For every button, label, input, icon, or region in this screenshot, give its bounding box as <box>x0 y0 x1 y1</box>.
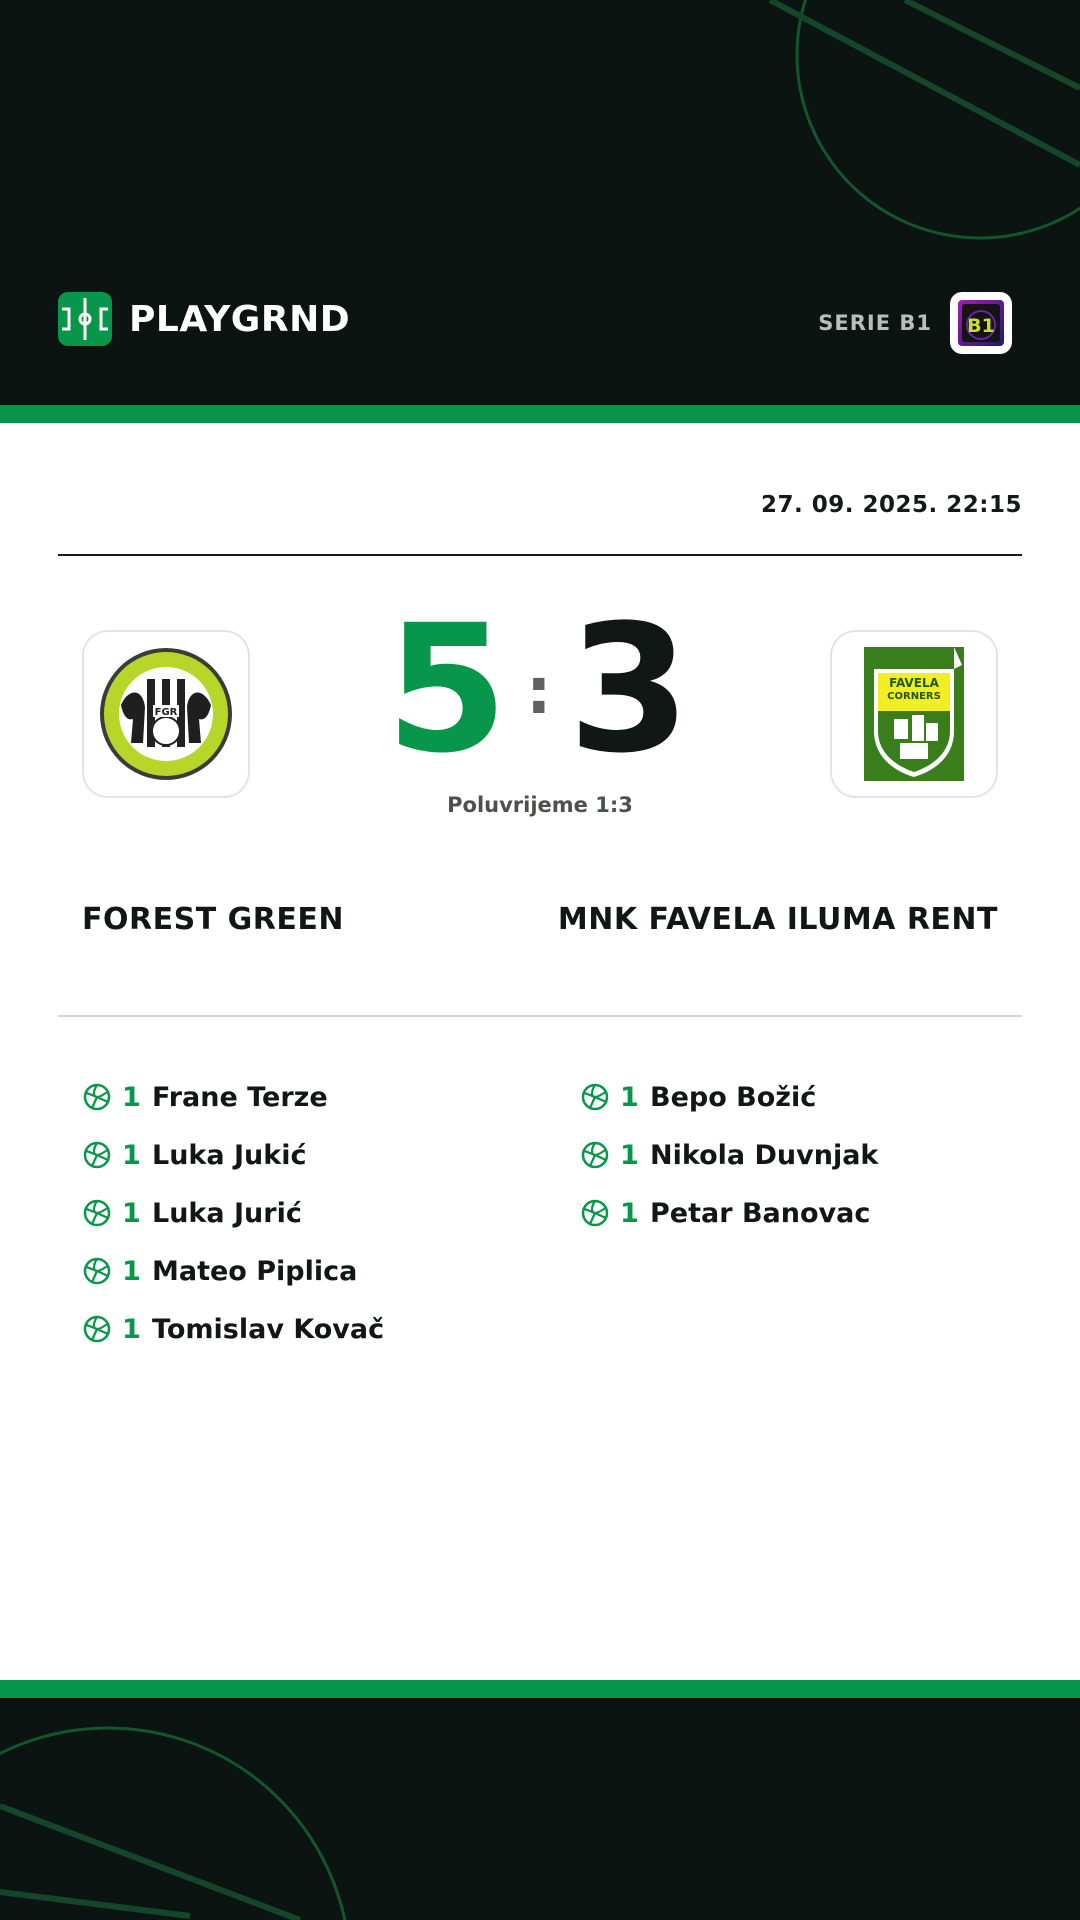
goal-count: 1 <box>620 1081 639 1113</box>
header-stripe <box>0 405 1080 423</box>
soccer-ball-icon <box>82 1198 112 1228</box>
player-name: Luka Jukić <box>152 1139 307 1171</box>
league-badge <box>950 292 1012 354</box>
scorer-row <box>82 1242 502 1300</box>
soccer-ball-icon <box>82 1140 112 1170</box>
soccer-ball-icon <box>580 1082 610 1112</box>
soccer-ball-icon <box>580 1140 610 1170</box>
home-score: 5 <box>385 587 508 792</box>
scorer-row <box>82 1184 502 1242</box>
player-name: Frane Terze <box>152 1081 328 1113</box>
soccer-ball-icon <box>580 1198 610 1228</box>
away-score: 3 <box>568 587 691 792</box>
soccer-ball-icon <box>82 1082 112 1112</box>
brand <box>58 292 350 346</box>
away-scorers-list <box>580 1068 1000 1242</box>
goal-count: 1 <box>122 1313 141 1345</box>
forest-green-crest-icon <box>99 647 233 781</box>
scorer-row <box>580 1184 1000 1242</box>
away-logo-text-1: FAVELA <box>889 676 939 690</box>
player-name: Bepo Božić <box>650 1081 817 1113</box>
away-logo-text-2: CORNERS <box>887 691 941 702</box>
score-separator: : <box>526 655 552 729</box>
league-name: SERIE B1 <box>818 311 932 335</box>
soccer-ball-icon <box>82 1256 112 1286</box>
scoreline <box>385 587 691 792</box>
player-name: Petar Banovac <box>650 1197 871 1229</box>
league <box>818 292 1012 354</box>
home-logo-text: FGR <box>154 707 178 718</box>
match-datetime: 27. 09. 2025. 22:15 <box>761 492 1022 518</box>
league-logo-icon <box>957 299 1005 347</box>
footer-band <box>0 1698 1080 1920</box>
scorer-row <box>82 1068 502 1126</box>
scorer-row <box>82 1126 502 1184</box>
scorer-row <box>580 1126 1000 1184</box>
player-name: Tomislav Kovač <box>152 1313 385 1345</box>
goal-count: 1 <box>620 1139 639 1171</box>
goal-count: 1 <box>122 1139 141 1171</box>
halftime-score: Poluvrijeme 1:3 <box>447 793 633 817</box>
goal-count: 1 <box>122 1197 141 1229</box>
scorer-row <box>82 1300 502 1358</box>
player-name: Mateo Piplica <box>152 1255 358 1287</box>
divider <box>58 554 1022 556</box>
goal-count: 1 <box>122 1081 141 1113</box>
header-band <box>0 0 1080 405</box>
league-badge-text: B1 <box>967 315 995 337</box>
divider <box>58 1015 1022 1017</box>
scorer-row <box>580 1068 1000 1126</box>
goal-count: 1 <box>620 1197 639 1229</box>
away-team-name: MNK FAVELA ILUMA RENT <box>557 902 998 937</box>
footer-decoration <box>0 1698 1080 1920</box>
home-scorers-list <box>82 1068 502 1358</box>
favela-corners-crest-icon <box>864 647 964 781</box>
goal-count: 1 <box>122 1255 141 1287</box>
pitch-icon <box>58 292 112 346</box>
player-name: Nikola Duvnjak <box>650 1139 879 1171</box>
brand-name: PLAYGRND <box>129 298 351 340</box>
home-team-name: FOREST GREEN <box>82 902 344 937</box>
away-team-logo <box>830 630 998 798</box>
player-name: Luka Jurić <box>152 1197 302 1229</box>
soccer-ball-icon <box>82 1314 112 1344</box>
home-team-logo <box>82 630 250 798</box>
footer-stripe <box>0 1680 1080 1698</box>
